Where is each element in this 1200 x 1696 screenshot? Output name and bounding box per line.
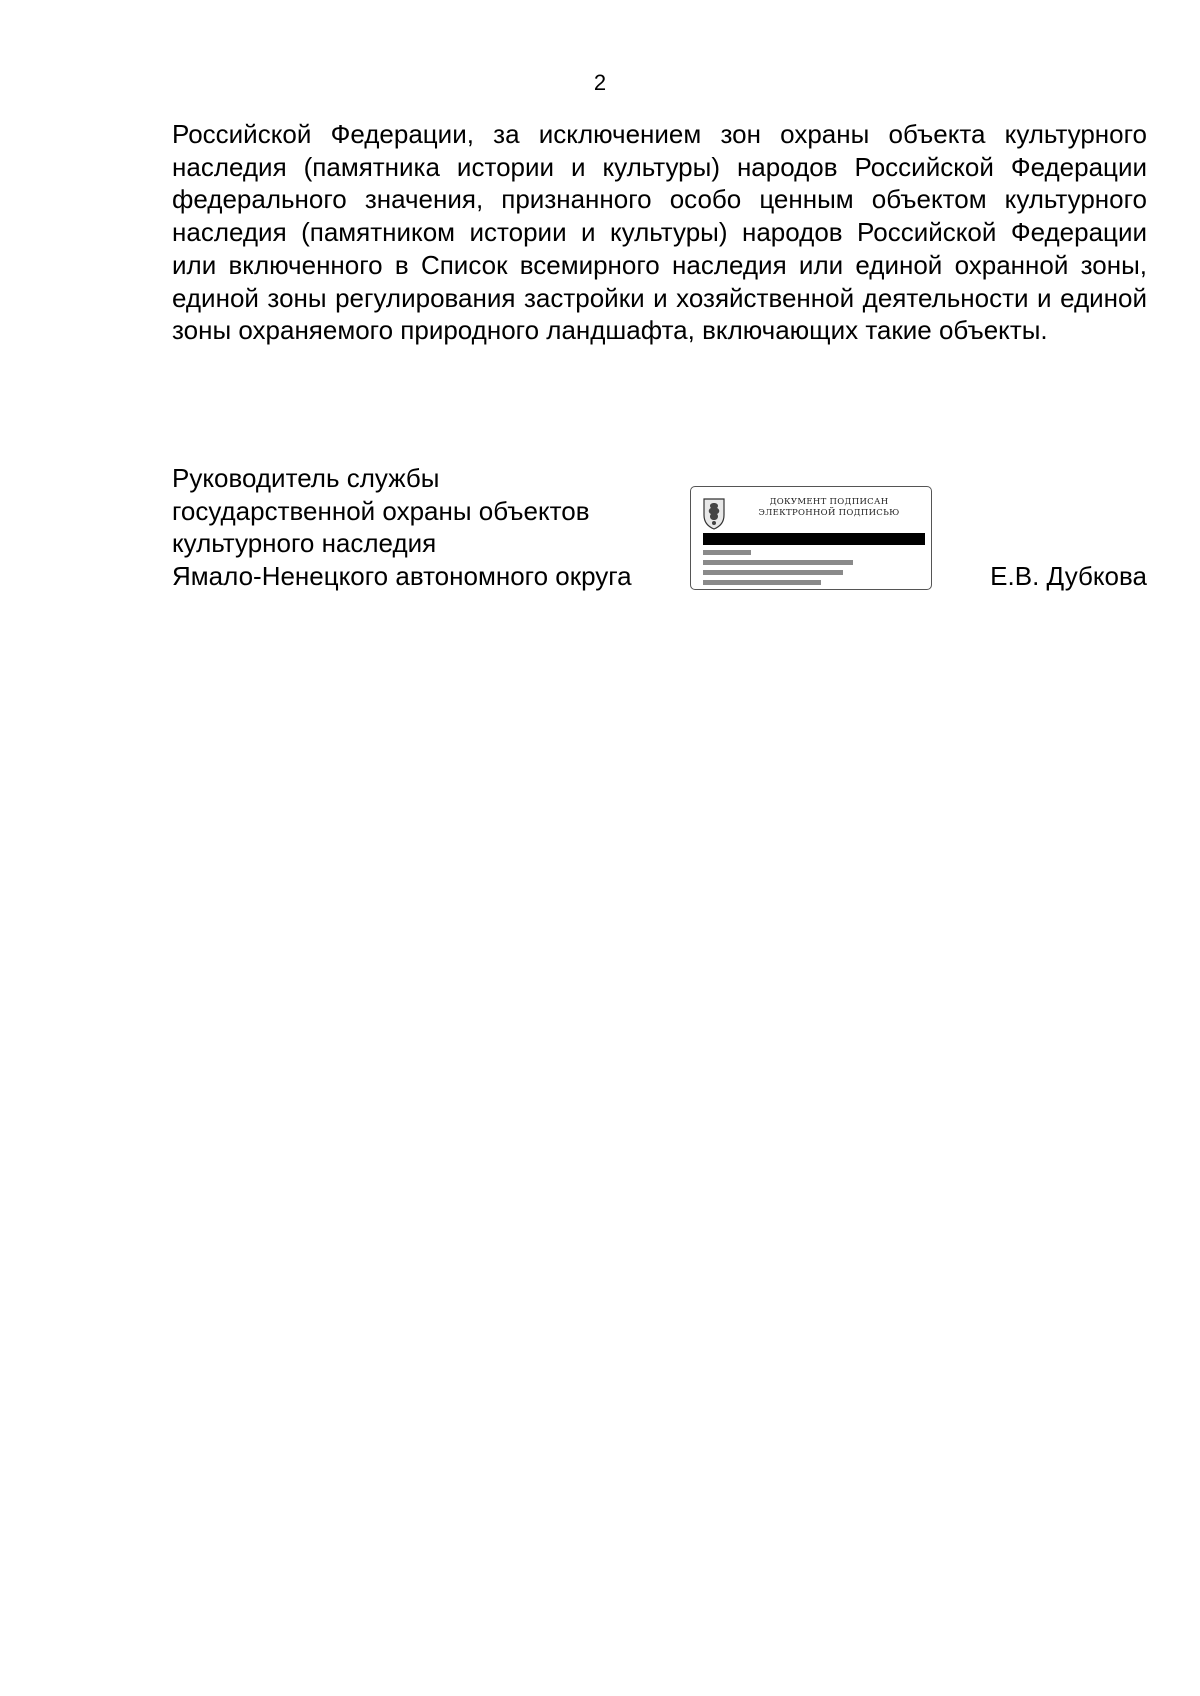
stamp-line — [703, 577, 925, 587]
coat-of-arms-icon — [701, 495, 727, 531]
signer-title-line: культурного наследия — [172, 528, 437, 559]
stamp-line — [703, 557, 925, 567]
stamp-redaction-bar — [703, 533, 925, 545]
body-paragraph: Российской Федерации, за исключением зон охраны объекта культурного наследия (памятника истории и культуры) народов Российской Федерации федерального значения, признанного особо ценным объектом культурного наследия (памятником истории и культуры) народов Российской Федерации или включенного в Список всемирного наследия или единой охранной зоны, единой зоны регулирования застройки и хозяйственной деятельности и единой зоны охраняемого природного ландшафта, включающих такие объекты. — [172, 119, 1147, 346]
electronic-signature-stamp — [690, 486, 932, 590]
signer-title-line: государственной охраны объектов — [172, 495, 590, 526]
stamp-header-line: ЭЛЕКТРОННОЙ ПОДПИСЬЮ — [758, 508, 900, 518]
signature-block — [172, 462, 1147, 602]
stamp-header-line: ДОКУМЕНТ ПОДПИСАН — [769, 497, 889, 507]
stamp-line — [703, 547, 925, 557]
signer-name: Е.В. Дубкова — [990, 561, 1147, 591]
stamp-header — [731, 497, 927, 519]
signer-title-line: Ямало-Ненецкого автономного округа — [172, 561, 632, 592]
stamp-line — [703, 567, 925, 577]
signer-title — [172, 462, 632, 593]
page-number: 2 — [593, 70, 607, 95]
stamp-certificate-lines — [703, 547, 925, 587]
signer-title-line: Руководитель службы — [172, 463, 440, 493]
